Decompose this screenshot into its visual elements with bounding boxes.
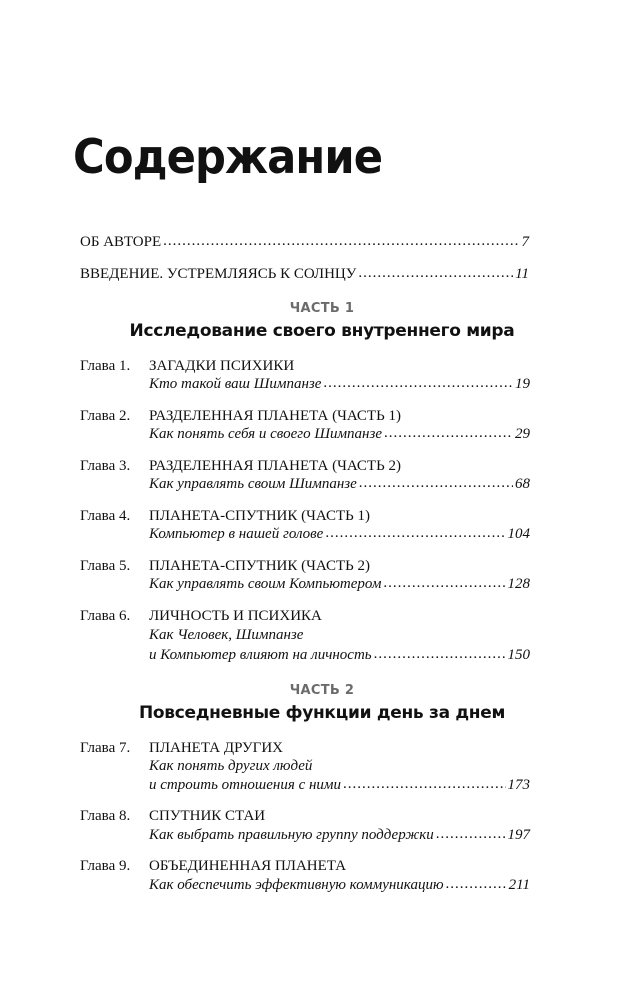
dot-leader <box>325 523 505 543</box>
toc-page-number: 211 <box>508 877 530 893</box>
chapter-heading: РАЗДЕЛЕННАЯ ПЛАНЕТА (ЧАСТЬ 1) <box>149 408 401 424</box>
toc-page-number: 104 <box>507 526 530 542</box>
chapter-label: Глава 1. <box>80 358 131 374</box>
chapter-label: Глава 2. <box>80 408 131 424</box>
dot-leader <box>436 824 506 844</box>
chapter-subtitle-line <box>149 875 530 895</box>
chapter-heading: ПЛАНЕТА ДРУГИХ <box>149 740 283 756</box>
chapter-subtitle-line <box>149 374 530 394</box>
chapter-subtitle: Как Человек, Шимпанзе <box>149 627 304 643</box>
chapter-subtitle: и Компьютер влияют на личность <box>149 647 372 663</box>
chapter-subtitle-line <box>149 574 530 594</box>
chapter-heading: ПЛАНЕТА-СПУТНИК (ЧАСТЬ 2) <box>149 558 370 574</box>
toc-entry-introduction[interactable] <box>80 264 529 284</box>
chapter-label: Глава 6. <box>80 608 131 624</box>
dot-leader <box>323 373 513 393</box>
dot-leader <box>384 423 513 443</box>
toc-entry-text: ОБ АВТОРЕ <box>80 234 162 250</box>
chapter-subtitle: Как понять себя и своего Шимпанзе <box>149 426 383 442</box>
part-2-title: Повседневные функции день за днем <box>138 703 506 723</box>
toc-page-number: 128 <box>507 576 530 592</box>
dot-leader <box>383 573 505 593</box>
chapter-heading: РАЗДЕЛЕННАЯ ПЛАНЕТА (ЧАСТЬ 2) <box>149 458 401 474</box>
dot-leader <box>358 263 513 283</box>
chapter-label: Глава 9. <box>80 858 131 874</box>
chapter-heading: ОБЪЕДИНЕННАЯ ПЛАНЕТА <box>149 858 347 874</box>
chapter-subtitle-line <box>149 775 530 795</box>
chapter-subtitle: и строить отношения с ними <box>149 777 341 793</box>
dot-leader <box>446 874 507 894</box>
toc-page-number: 11 <box>515 266 529 282</box>
chapter-subtitle: Как выбрать правильную группу поддержки <box>149 827 434 843</box>
chapter-label: Глава 5. <box>80 558 131 574</box>
toc-page-number: 173 <box>507 777 530 793</box>
toc-page-number: 29 <box>515 426 530 442</box>
chapter-subtitle: Компьютер в нашей голове <box>149 526 324 542</box>
part-1-title: Исследование своего внутреннего мира <box>129 321 515 341</box>
toc-page-number: 197 <box>507 827 530 843</box>
page-title: Содержание <box>73 130 383 185</box>
chapter-label: Глава 4. <box>80 508 131 524</box>
chapter-subtitle: Как понять других людей <box>149 758 313 774</box>
dot-leader <box>163 231 519 251</box>
chapter-heading: ПЛАНЕТА-СПУТНИК (ЧАСТЬ 1) <box>149 508 370 524</box>
chapter-subtitle-line <box>149 825 530 845</box>
chapter-label: Глава 3. <box>80 458 131 474</box>
chapter-subtitle: Как управлять своим Шимпанзе <box>149 476 357 492</box>
toc-page-number: 19 <box>515 376 530 392</box>
chapter-label: Глава 7. <box>80 740 131 756</box>
chapter-subtitle-line <box>149 424 530 444</box>
toc-page-number: 68 <box>515 476 530 492</box>
chapter-heading: ЛИЧНОСТЬ И ПСИХИКА <box>149 608 322 624</box>
dot-leader <box>359 473 513 493</box>
chapter-label: Глава 8. <box>80 808 131 824</box>
chapter-subtitle: Как обеспечить эффективную коммуникацию <box>149 877 444 893</box>
dot-leader <box>343 774 506 794</box>
chapter-subtitle-line <box>149 474 530 494</box>
part-2-label: ЧАСТЬ 2 <box>289 683 355 698</box>
chapter-heading: ЗАГАДКИ ПСИХИКИ <box>149 358 295 374</box>
chapter-subtitle-line <box>149 645 530 665</box>
chapter-subtitle-line <box>149 524 530 544</box>
toc-page-number: 150 <box>507 647 530 663</box>
chapter-heading: СПУТНИК СТАИ <box>149 808 266 824</box>
chapter-subtitle: Как управлять своим Компьютером <box>149 576 382 592</box>
toc-entry-about-author[interactable] <box>80 232 529 252</box>
toc-page-number: 7 <box>521 234 529 250</box>
dot-leader <box>374 644 506 664</box>
part-1-label: ЧАСТЬ 1 <box>289 301 355 316</box>
chapter-subtitle: Кто такой ваш Шимпанзе <box>149 376 322 392</box>
toc-entry-text: ВВЕДЕНИЕ. УСТРЕМЛЯЯСЬ К СОЛНЦУ <box>80 266 357 282</box>
